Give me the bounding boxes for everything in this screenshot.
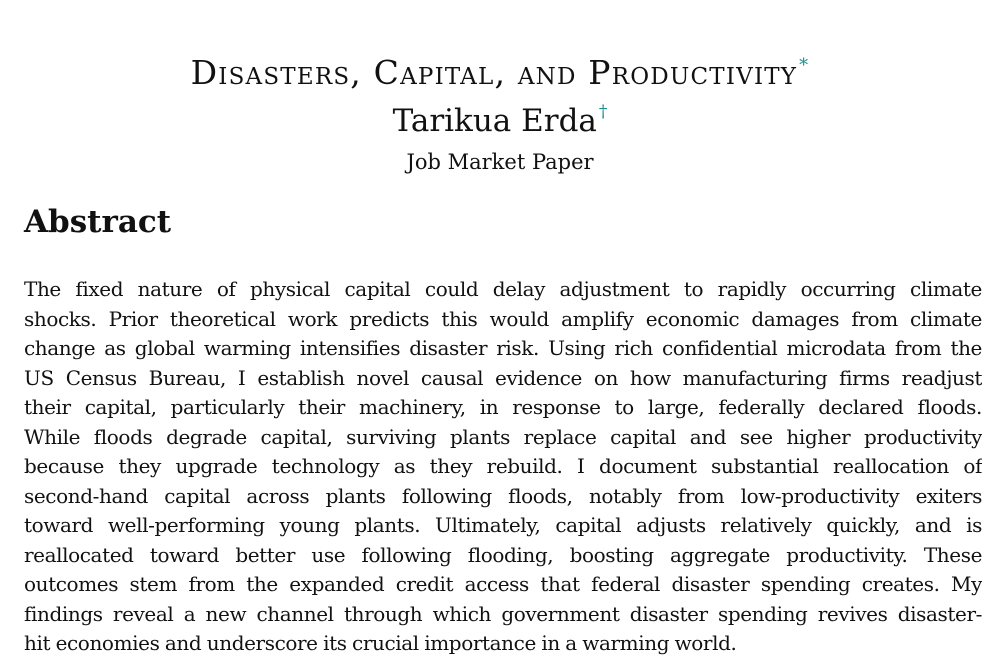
author-footnote-mark[interactable]: †	[598, 102, 608, 122]
abstract-line: reallocated toward better use following flooding, boosting aggregate productivity. These	[24, 542, 982, 567]
abstract-line: change as global warming intensifies disaster risk. Using rich confidential microdata from the	[24, 336, 982, 360]
title-footnote-mark[interactable]: *	[799, 55, 810, 76]
abstract-line: hit economies and underscore its crucial importance in a warming world.	[24, 631, 737, 655]
abstract-line: outcomes stem from the expanded credit access that federal disaster spending creates. My	[24, 572, 982, 596]
abstract-line: US Census Bureau, I establish novel causal evidence on how manufacturing firms readjust	[24, 365, 982, 390]
paper-author	[0, 92, 1000, 141]
abstract-line: findings reveal a new channel through which government disaster spending revives disaster-	[24, 601, 982, 626]
paper-subtitle: Job Market Paper	[406, 150, 594, 174]
author-name: Tarikua Erda	[392, 103, 597, 139]
abstract-body	[24, 275, 982, 659]
abstract-line: While floods degrade capital, surviving plants replace capital and see higher productivity	[24, 424, 982, 449]
abstract-line: shocks. Prior theoretical work predicts this would amplify economic damages from climate	[24, 306, 982, 331]
paper-title	[0, 46, 1000, 93]
abstract-line: toward well-performing young plants. Ultimately, capital adjusts relatively quickly, and is	[24, 513, 982, 537]
abstract-line: because they upgrade technology as they rebuild. I document substantial reallocation of	[24, 454, 982, 478]
paper-title-text: Disasters, Capital, and Productivity	[190, 53, 798, 92]
abstract-heading: Abstract	[24, 204, 172, 240]
abstract-line: The fixed nature of physical capital could delay adjustment to rapidly occurring climate	[24, 277, 982, 301]
abstract-line: their capital, particularly their machinery, in response to large, federally declared floods.	[24, 395, 982, 419]
abstract-line: second-hand capital across plants following floods, notably from low-productivity exiters	[24, 483, 982, 508]
